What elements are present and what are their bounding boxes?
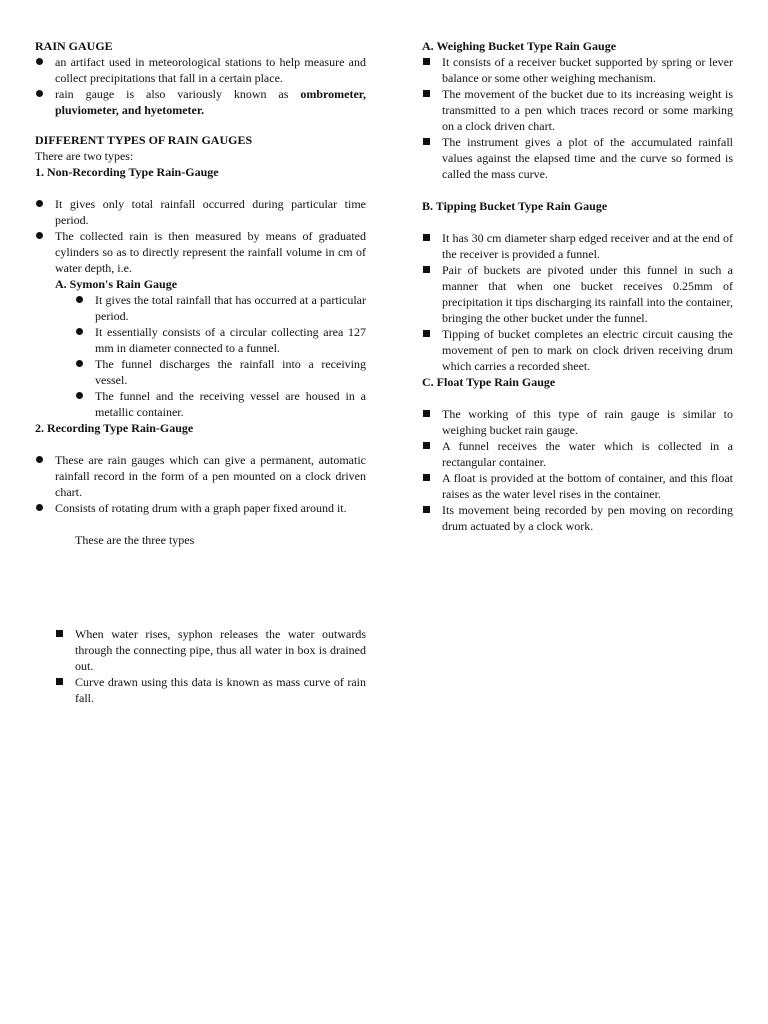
tipping-bucket-list (422, 230, 733, 374)
list-item: These are rain gauges which can give a permanent, automatic rainfall record in the form of a pen mounted on a clock driven chart. (35, 452, 366, 500)
right-column (422, 38, 733, 534)
rain-gauge-title: RAIN GAUGE (35, 39, 113, 53)
list-item: The movement of the bucket due to its increasing weight is transmitted to a pen which traces record or some marking on a clock driven chart. (422, 86, 733, 134)
tipping-bucket-heading: B. Tipping Bucket Type Rain Gauge (422, 199, 608, 213)
list-item: It gives the total rainfall that has occurred at a particular period. (75, 292, 366, 324)
list-item: A funnel receives the water which is collected in a rectangular container. (422, 438, 733, 470)
recording-list (35, 452, 366, 516)
syphon-list (55, 626, 366, 706)
list-item: Tipping of bucket completes an electric circuit causing the movement of pen to mark on clock driven receiving drum which carries a recorded sheet. (422, 326, 733, 374)
list-item: It has 30 cm diameter sharp edged receiver and at the end of the receiver is provided a funnel. (422, 230, 733, 262)
weighing-bucket-heading: A. Weighing Bucket Type Rain Gauge (422, 39, 617, 53)
list-item: It gives only total rainfall occurred during particular time period. (35, 196, 366, 228)
list-item: The instrument gives a plot of the accumulated rainfall values against the elapsed time and the curve so formed is called the mass curve. (422, 134, 733, 182)
non-recording-heading: 1. Non-Recording Type Rain-Gauge (35, 165, 219, 179)
intro-list (35, 54, 366, 118)
list-item: The funnel and the receiving vessel are housed in a metallic container. (75, 388, 366, 420)
list-item: A float is provided at the bottom of container, and this float raises as the water level rises in the container. (422, 470, 733, 502)
list-item: The collected rain is then measured by means of graduated cylinders so as to directly represent the rainfall volume in cm of water depth, i.e. (35, 228, 366, 276)
list-item: an artifact used in meteorological stations to help measure and collect precipitations that fall in a certain place. (35, 54, 366, 86)
non-recording-list (35, 196, 366, 276)
weighing-bucket-list (422, 54, 733, 182)
list-item: Pair of buckets are pivoted under this funnel in such a manner that when one bucket receives 0.25mm of precipitation it tips discharging its rainfall into the container, bringing the other bucket under the funnel. (422, 262, 733, 326)
list-item: It essentially consists of a circular collecting area 127 mm in diameter connected to a funnel. (75, 324, 366, 356)
recording-heading: 2. Recording Type Rain-Gauge (35, 421, 194, 435)
three-types-note: These are the three types (75, 533, 195, 547)
list-item: It consists of a receiver bucket supported by spring or lever balance or some other weighing mechanism. (422, 54, 733, 86)
list-item: Consists of rotating drum with a graph paper fixed around it. (35, 500, 366, 516)
list-item: Its movement being recorded by pen moving on recording drum actuated by a clock work. (422, 502, 733, 534)
float-type-list (422, 406, 733, 534)
types-intro: There are two types: (35, 149, 134, 163)
list-item: The funnel discharges the rainfall into a receiving vessel. (75, 356, 366, 388)
float-type-heading: C. Float Type Rain Gauge (422, 375, 556, 389)
types-heading: DIFFERENT TYPES OF RAIN GAUGES (35, 133, 253, 147)
list-item: Curve drawn using this data is known as mass curve of rain fall. (55, 674, 366, 706)
list-item: rain gauge is also variously known as ombrometer, pluviometer, and hyetometer. (35, 86, 366, 118)
symon-list (75, 292, 366, 420)
list-item: The working of this type of rain gauge is similar to weighing bucket rain gauge. (422, 406, 733, 438)
left-column (35, 38, 366, 706)
list-item: When water rises, syphon releases the water outwards through the connecting pipe, thus all water in box is drained out. (55, 626, 366, 674)
symon-heading: A. Symon's Rain Gauge (55, 277, 178, 291)
alias-names: ombrometer, pluviometer, and hyetometer. (55, 87, 366, 117)
